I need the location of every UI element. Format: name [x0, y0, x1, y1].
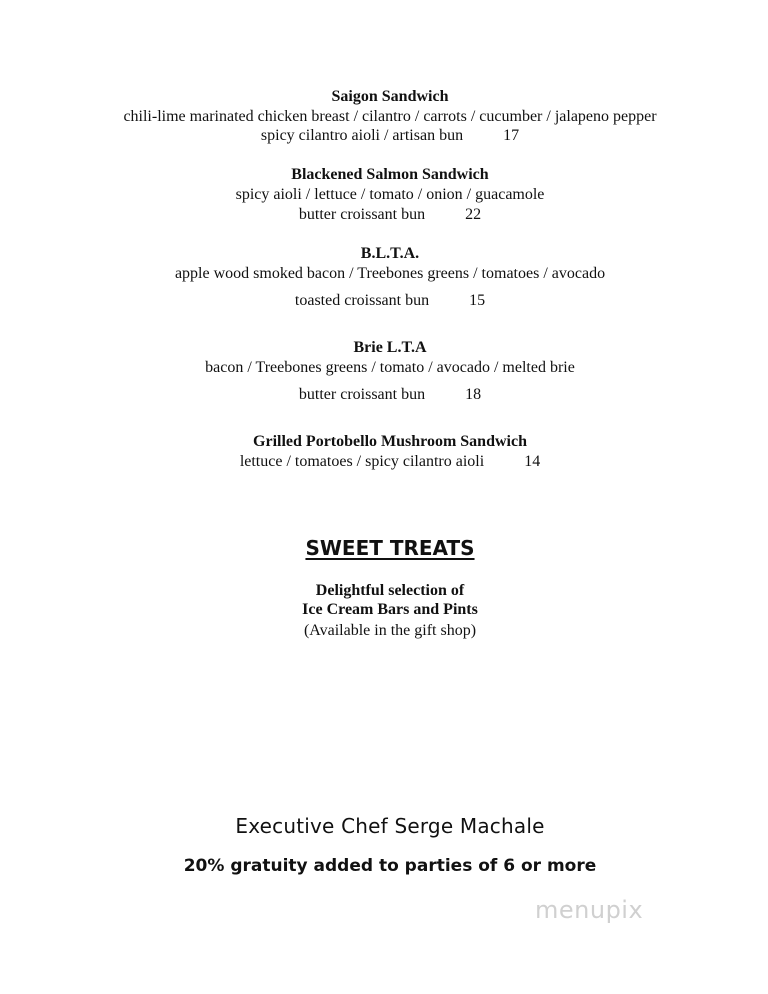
- item-price: 17: [503, 127, 520, 144]
- item-description: toasted croissant bun: [294, 292, 430, 309]
- item-description: spicy aioli / lettuce / tomato / onion / guacamole: [235, 186, 545, 203]
- sweet-treats-line: Delightful selection of: [315, 582, 465, 599]
- item-price: 22: [465, 206, 482, 223]
- sweet-treats-line: Ice Cream Bars and Pints: [302, 601, 478, 618]
- item-description: chili-lime marinated chicken breast / cilantro / carrots / cucumber / jalapeno pepper: [123, 108, 657, 125]
- item-price: 15: [469, 292, 486, 309]
- sweet-treats-note: (Available in the gift shop): [303, 622, 477, 639]
- item-name: Blackened Salmon Sandwich: [291, 166, 489, 183]
- gratuity-note: 20% gratuity added to parties of 6 or more: [183, 856, 597, 876]
- item-description: spicy cilantro aioli / artisan bun: [260, 127, 464, 144]
- item-description: lettuce / tomatoes / spicy cilantro aioli: [239, 453, 485, 470]
- item-name: Brie L.T.A: [353, 339, 427, 356]
- item-name: Grilled Portobello Mushroom Sandwich: [253, 433, 527, 450]
- section-heading: SWEET TREATS: [305, 536, 475, 560]
- item-description: butter croissant bun: [298, 386, 426, 403]
- executive-chef: Executive Chef Serge Machale: [235, 814, 545, 838]
- item-description: bacon / Treebones greens / tomato / avocado / melted brie: [205, 359, 575, 376]
- item-description: apple wood smoked bacon / Treebones greens / tomatoes / avocado: [174, 265, 606, 282]
- item-description: butter croissant bun: [298, 206, 426, 223]
- item-price: 14: [524, 453, 541, 470]
- watermark-logo: menupix: [535, 896, 644, 924]
- item-name: B.L.T.A.: [360, 245, 420, 262]
- item-price: 18: [465, 386, 482, 403]
- item-name: Saigon Sandwich: [331, 88, 449, 105]
